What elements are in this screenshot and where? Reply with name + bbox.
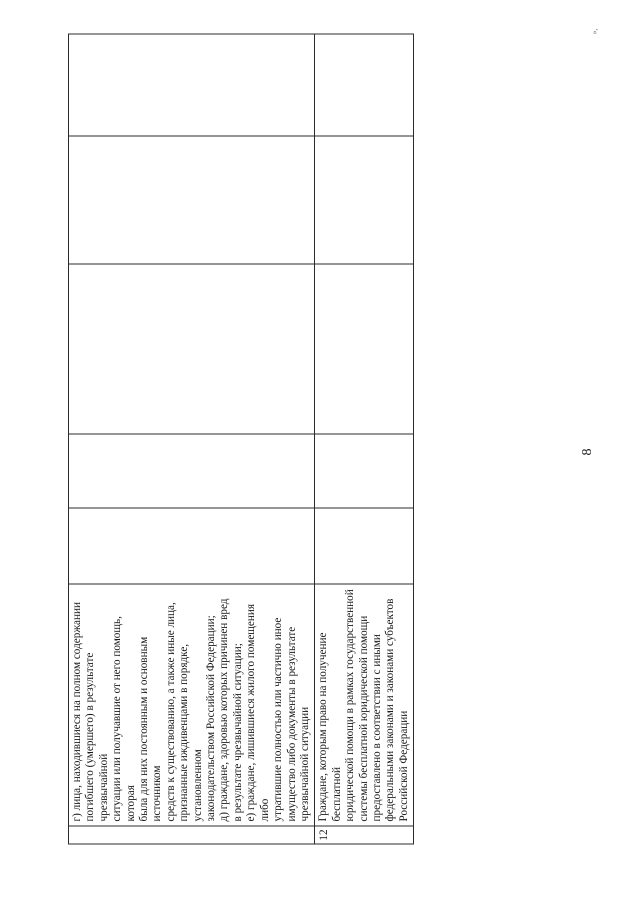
text-line: Российской Федерации bbox=[397, 710, 410, 822]
text-line: погибшего (умершего) в результате чрезвычайной bbox=[84, 652, 110, 822]
empty-cell bbox=[69, 264, 315, 434]
page-number: 8 bbox=[580, 448, 595, 456]
text-line: признанные иждивенцами в порядке, установленном bbox=[178, 643, 204, 822]
empty-cell bbox=[315, 434, 414, 508]
text-line: законодательством Российской Федерации; bbox=[205, 615, 218, 822]
text-line: ситуации или получавшие от него помощь, которая bbox=[111, 616, 137, 822]
text-line: Граждане, которым право на получение бесплатной bbox=[317, 632, 343, 822]
empty-cell bbox=[69, 136, 315, 264]
text-line: предоставлено в соответствии с иными bbox=[370, 634, 383, 822]
eligibility-table bbox=[68, 34, 414, 845]
text-line: утратившие полностью или частично иное bbox=[272, 617, 285, 822]
empty-cell bbox=[315, 508, 414, 584]
text-line: д) граждане, здоровью которых причинен вред bbox=[218, 598, 231, 822]
table-row bbox=[69, 34, 315, 844]
empty-cell bbox=[315, 264, 414, 434]
category-description bbox=[69, 584, 315, 826]
row-number: 12 bbox=[315, 826, 414, 844]
empty-cell bbox=[69, 434, 315, 508]
empty-cell bbox=[69, 508, 315, 584]
row-number bbox=[69, 826, 315, 844]
text-line: средств к существованию, а также иные лица, bbox=[164, 602, 177, 822]
empty-cell bbox=[69, 34, 315, 136]
text-line: имущество либо документы в результате bbox=[285, 626, 298, 822]
margin-mark: », bbox=[590, 28, 599, 35]
text-line: чрезвычайной ситуации bbox=[298, 706, 311, 822]
text-line: в результате чрезвычайной ситуации; bbox=[231, 643, 244, 822]
table-row bbox=[315, 34, 414, 844]
text-line: юридической помощи в рамках государственной bbox=[344, 589, 357, 822]
text-line: г) лица, находившиеся на полном содержании bbox=[71, 602, 83, 822]
text-line: системы бесплатной юридической помощи bbox=[357, 615, 370, 822]
empty-cell bbox=[315, 136, 414, 264]
empty-cell bbox=[315, 34, 414, 136]
text-line: была для них постоянным и основным источником bbox=[138, 636, 164, 822]
text-line: федеральными законами и законами субъектов bbox=[384, 598, 397, 822]
text-line: е) граждане, лишившиеся жилого помещения либо bbox=[245, 604, 271, 822]
category-description bbox=[315, 584, 414, 826]
